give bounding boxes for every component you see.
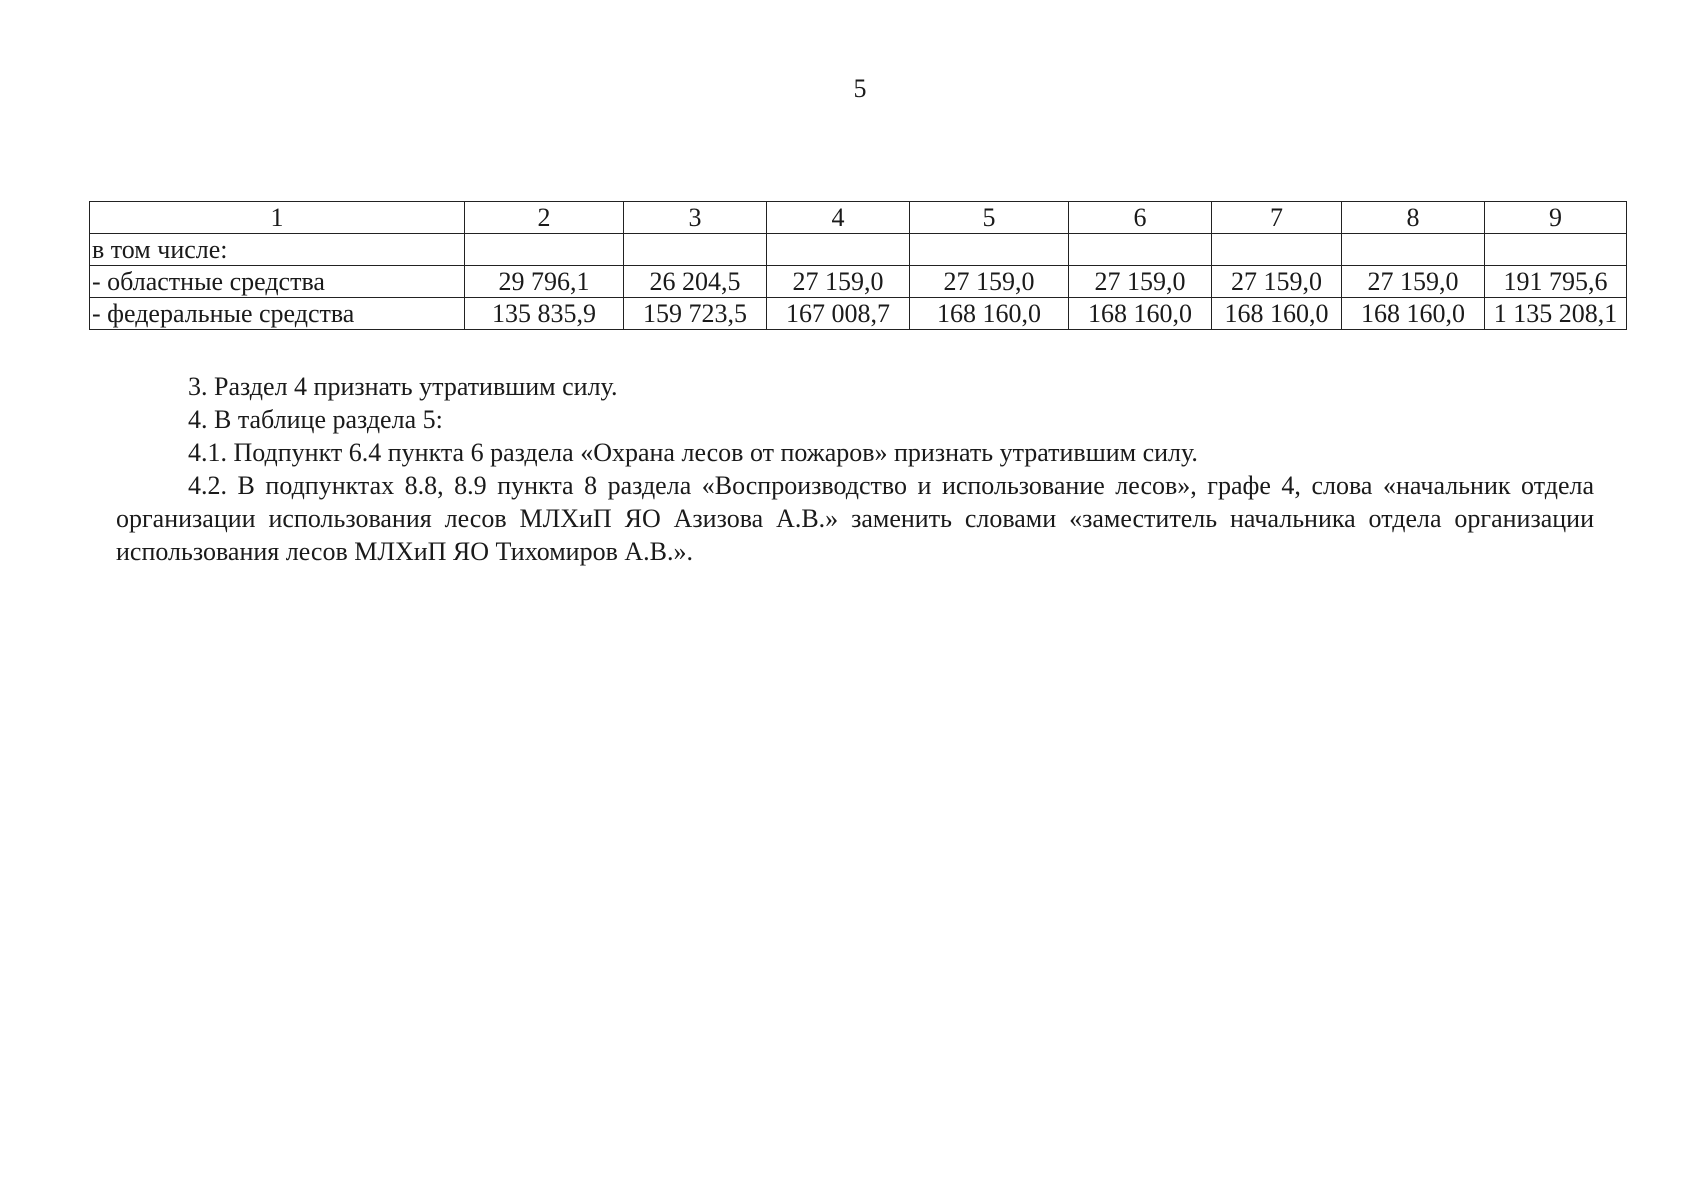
table-cell: 135 835,9 [465, 298, 624, 330]
page-number: 5 [853, 74, 867, 103]
table-cell: 27 159,0 [1212, 266, 1342, 298]
table-header-cell: 9 [1485, 202, 1627, 234]
table-cell: 191 795,6 [1485, 266, 1627, 298]
table-row [90, 266, 1627, 298]
table-cell: 26 204,5 [624, 266, 767, 298]
table-header-cell: 8 [1342, 202, 1485, 234]
table-header-cell: 7 [1212, 202, 1342, 234]
row-label: - областные средства [90, 266, 465, 298]
table-cell [624, 234, 767, 266]
document-body [116, 370, 1594, 568]
row-label: в том числе: [90, 234, 465, 266]
table-cell [1485, 234, 1627, 266]
table-row [90, 234, 1627, 266]
table-header-cell: 3 [624, 202, 767, 234]
table-header-cell: 1 [90, 202, 465, 234]
paragraph: 4.1. Подпункт 6.4 пункта 6 раздела «Охрана лесов от пожаров» признать утратившим силу. [188, 438, 1198, 467]
table-cell [1342, 234, 1485, 266]
paragraph: 4.2. В подпунктах 8.8, 8.9 пункта 8 раздела «Воспроизводство и использование лесов», графе 4, слова «начальник отдела организации использования лесов МЛХиП ЯО Азизова А.В.» заменить словами «заместитель начальника отдела организации использования лесов МЛХиП ЯО Тихомиров А.В.». [116, 471, 1594, 566]
table-header-cell: 2 [465, 202, 624, 234]
table-header-row [90, 202, 1627, 234]
table-cell [465, 234, 624, 266]
table-header-cell: 6 [1069, 202, 1212, 234]
table-cell [767, 234, 910, 266]
table-cell [1212, 234, 1342, 266]
table-cell: 27 159,0 [1069, 266, 1212, 298]
table-cell: 159 723,5 [624, 298, 767, 330]
table-cell: 27 159,0 [1342, 266, 1485, 298]
table-cell: 168 160,0 [910, 298, 1069, 330]
table-cell: 168 160,0 [1342, 298, 1485, 330]
table-cell: 168 160,0 [1069, 298, 1212, 330]
paragraph: 4. В таблице раздела 5: [188, 405, 443, 434]
table-cell: 29 796,1 [465, 266, 624, 298]
funding-table [89, 201, 1627, 330]
table-header-cell: 4 [767, 202, 910, 234]
table-cell: 168 160,0 [1212, 298, 1342, 330]
table-cell [910, 234, 1069, 266]
row-label: - федеральные средства [90, 298, 465, 330]
table-row [90, 298, 1627, 330]
paragraph: 3. Раздел 4 признать утратившим силу. [188, 372, 618, 401]
table-header-cell: 5 [910, 202, 1069, 234]
table-cell: 27 159,0 [767, 266, 910, 298]
table-cell: 27 159,0 [910, 266, 1069, 298]
table-cell [1069, 234, 1212, 266]
table-cell: 167 008,7 [767, 298, 910, 330]
table-cell: 1 135 208,1 [1485, 298, 1627, 330]
